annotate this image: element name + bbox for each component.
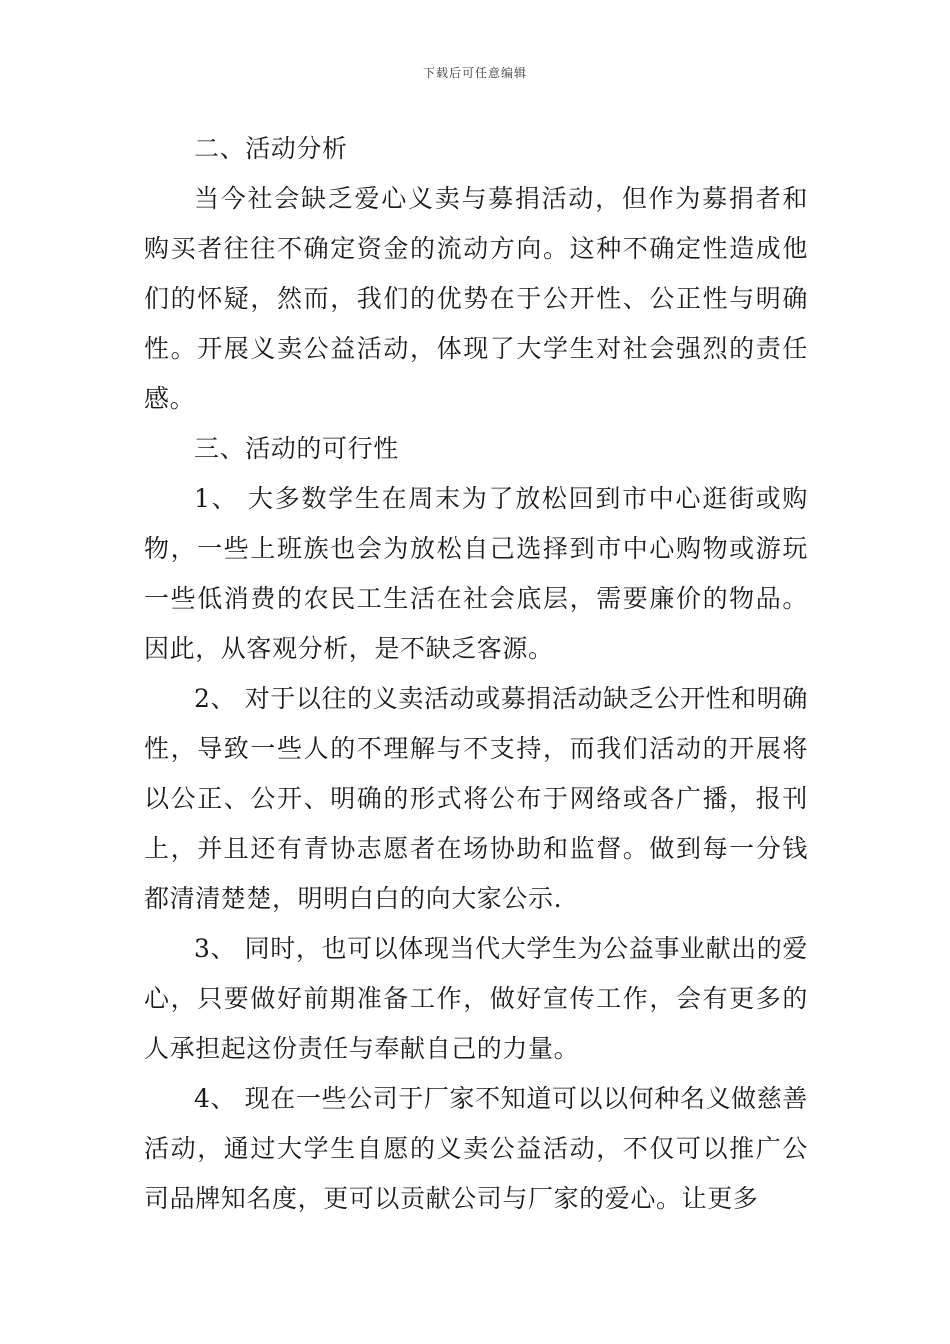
paragraph-analysis: 当今社会缺乏爱心义卖与募捐活动，但作为募捐者和购买者往往不确定资金的流动方向。这种不确定性造成他们的怀疑，然而，我们的优势在于公开性、公正性与明确性。开展义卖公益活动，体现了大学生对社会强烈的责任感。 [144, 184, 808, 413]
document-body [144, 124, 808, 1224]
section-heading-feasibility: 三、活动的可行性 [194, 434, 399, 463]
feasibility-item-2: 2、 对于以往的义卖活动或募捐活动缺乏公开性和明确性，导致一些人的不理解与不支持，而我们活动的开展将以公正、公开、明确的形式将公布于网络或各广播，报刊上，并且还有青协志愿者在场协助和监督。做到每一分钱都清清楚楚，明明白白的向大家公示. [144, 684, 808, 913]
feasibility-item-1: 1、 大多数学生在周末为了放松回到市中心逛街或购物，一些上班族也会为放松自己选择到市中心购物或游玩一些低消费的农民工生活在社会底层，需要廉价的物品。因此，从客观分析，是不缺乏客源。 [144, 484, 808, 663]
page-header: 下载后可任意编辑 [422, 66, 527, 80]
feasibility-item-3: 3、 同时，也可以体现当代大学生为公益事业献出的爱心，只要做好前期准备工作，做好宣传工作，会有更多的人承担起这份责任与奉献自己的力量。 [144, 934, 808, 1063]
feasibility-item-4: 4、 现在一些公司于厂家不知道可以以何种名义做慈善活动，通过大学生自愿的义卖公益活动，不仅可以推广公司品牌知名度，更可以贡献公司与厂家的爱心。让更多 [144, 1084, 808, 1213]
section-heading-analysis: 二、活动分析 [194, 134, 348, 163]
